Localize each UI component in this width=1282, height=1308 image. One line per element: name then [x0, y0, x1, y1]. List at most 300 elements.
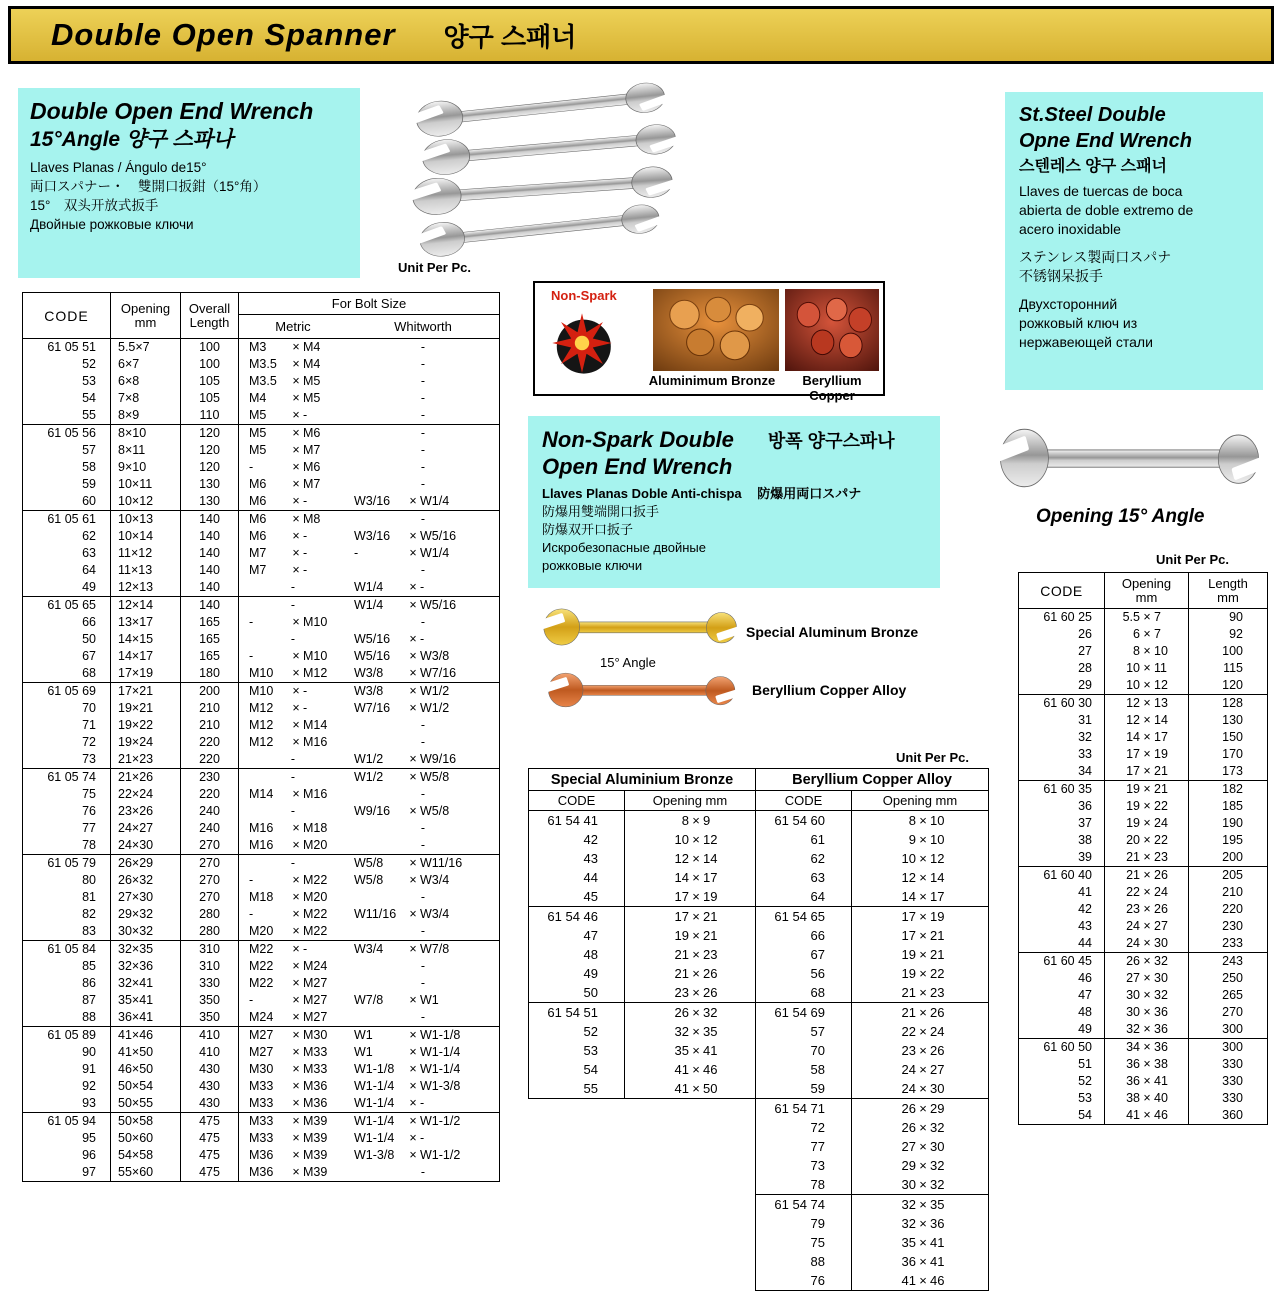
- col-header-opening: [111, 293, 181, 338]
- whitworth-cell: W7/8 × W1: [354, 993, 439, 1007]
- table-group: [23, 683, 499, 769]
- table-row: [1019, 626, 1267, 643]
- whitworth-cell: W1-1/4 × W1-1/2: [354, 1114, 461, 1128]
- table-row: [1019, 781, 1267, 798]
- code-cell: 61 05 61: [23, 511, 111, 528]
- metric-cell: M14 × M16: [249, 787, 328, 801]
- col-header-code: [1019, 573, 1105, 608]
- table-row: [529, 887, 755, 906]
- opening-cell: 10×11: [111, 476, 181, 493]
- code-cell: 51: [1019, 1056, 1105, 1073]
- opening-cell: 24×27: [111, 820, 181, 837]
- opening-cell: 5.5 × 7: [1105, 609, 1189, 626]
- bolt-size-subheader: [239, 315, 499, 338]
- metric-cell: -: [290, 856, 296, 870]
- left-box-line-cn: 15° 双头开放式扳手: [30, 198, 159, 213]
- opening-cell: 32 × 36: [1105, 1021, 1189, 1038]
- length-cell: 220: [181, 786, 239, 803]
- right-box-line-cn: 不锈钢呆扳手: [1019, 268, 1103, 284]
- opening-cell: 12 × 14: [674, 851, 718, 866]
- opening-cell: 12 × 13: [1105, 695, 1189, 712]
- table-row: [529, 1003, 755, 1022]
- length-cell: 185: [1222, 799, 1243, 813]
- table-row: [1019, 1021, 1267, 1038]
- code-cell: 71: [23, 717, 111, 734]
- opening-cell: 17 × 21: [1105, 763, 1189, 780]
- non-spark-photo-box: [533, 281, 885, 403]
- table-group: [529, 907, 755, 1003]
- beryllium-copper-table: [755, 768, 989, 1291]
- code-cell: 61 05 79: [23, 855, 111, 872]
- unit-per-pc-label: Unit Per Pc.: [896, 750, 969, 765]
- length-cell: 92: [1229, 627, 1243, 641]
- whitworth-cell: -: [420, 477, 426, 491]
- code-cell: 66: [23, 614, 111, 631]
- table-row: [529, 907, 755, 926]
- nonspark-title-1: Non-Spark Double: [542, 427, 734, 452]
- code-cell: 61 60 40: [1019, 867, 1105, 884]
- code-cell: 82: [23, 906, 111, 923]
- metric-cell: M24 × M27: [249, 1010, 328, 1024]
- table-row: [1019, 867, 1267, 884]
- opening-cell: 14×17: [111, 648, 181, 665]
- aluminium-bronze-table-body: [529, 811, 755, 1098]
- opening-cell: 19 × 21: [674, 928, 718, 943]
- code-cell: 70: [23, 700, 111, 717]
- code-cell: 33: [1019, 746, 1105, 763]
- length-cell: 165: [181, 631, 239, 648]
- length-cell: 210: [1222, 885, 1243, 899]
- nonspark-line-jp: 防爆用両口スパナ: [757, 486, 862, 501]
- non-spark-label: Non-Spark: [551, 288, 617, 303]
- code-cell: 61 54 46: [529, 907, 625, 926]
- col-header-whitworth: Whitworth: [394, 319, 452, 334]
- whitworth-cell: W5/16 × -: [354, 632, 425, 646]
- opening-cell: 41 × 50: [674, 1081, 718, 1096]
- table-row: [756, 1099, 988, 1118]
- beryllium-copper-alloy-label: Beryllium Copper Alloy: [752, 682, 907, 698]
- code-cell: 46: [1019, 970, 1105, 987]
- opening-cell: 22 × 24: [901, 1024, 945, 1039]
- code-cell: 61 60 45: [1019, 953, 1105, 970]
- table-row: [1019, 1107, 1267, 1124]
- page-title-korean: 양구 스패너: [443, 21, 577, 52]
- opening-cell: 10×13: [111, 511, 181, 528]
- length-cell: 100: [181, 339, 239, 356]
- table-row: [756, 983, 988, 1002]
- whitworth-cell: -: [420, 959, 426, 973]
- table-row: [23, 855, 499, 872]
- code-cell: 50: [529, 983, 625, 1002]
- code-cell: 57: [23, 442, 111, 459]
- metric-cell: -: [290, 770, 296, 784]
- table-group: [23, 1113, 499, 1181]
- opening-cell: 35 × 41: [901, 1235, 945, 1250]
- table-row: [756, 964, 988, 983]
- table-row: [23, 631, 499, 648]
- opening-cell: 46×50: [111, 1061, 181, 1078]
- code-cell: 67: [23, 648, 111, 665]
- table-row: [1019, 763, 1267, 780]
- opening-cell: 26 × 32: [901, 1120, 945, 1135]
- opening-cell: 8×11: [111, 442, 181, 459]
- opening-cell: 8 × 10: [908, 813, 945, 828]
- code-cell: 31: [1019, 712, 1105, 729]
- table-row: [23, 1095, 499, 1112]
- beryllium-copper-photo: [785, 289, 879, 371]
- opening-cell: 50×58: [111, 1113, 181, 1130]
- table-row: [1019, 849, 1267, 866]
- opening-cell: 17 × 19: [901, 909, 945, 924]
- length-cell: 360: [1222, 1108, 1243, 1122]
- length-cell: 140: [181, 545, 239, 562]
- code-cell: 38: [1019, 832, 1105, 849]
- whitworth-cell: W1-1/8 × W1-1/4: [354, 1062, 461, 1076]
- length-cell: 410: [181, 1044, 239, 1061]
- whitworth-cell: W3/4 × W7/8: [354, 942, 450, 956]
- stainless-table: [1018, 572, 1268, 1125]
- code-cell: 68: [23, 665, 111, 682]
- right-box-line-es1: Llaves de tuercas de boca: [1019, 183, 1183, 199]
- metric-cell: - × M10: [249, 649, 328, 663]
- table-row: [756, 907, 988, 926]
- length-cell: 475: [181, 1130, 239, 1147]
- opening-cell: 21×23: [111, 751, 181, 768]
- opening-cell: 21 × 23: [674, 947, 718, 962]
- length-cell: 128: [1222, 696, 1243, 710]
- table-row: [23, 769, 499, 786]
- length-cell: 105: [181, 373, 239, 390]
- left-box-line-jp: 両口スパナー・ 雙開口扳鉗（15°角）: [30, 179, 267, 194]
- code-cell: 77: [756, 1137, 852, 1156]
- code-cell: 39: [1019, 849, 1105, 866]
- left-box-subtitle: 15°Angle 양구 스파나: [30, 128, 234, 151]
- code-cell: 88: [23, 1009, 111, 1026]
- length-cell: 280: [181, 923, 239, 940]
- table-row: [529, 1060, 755, 1079]
- table-row: [529, 868, 755, 887]
- whitworth-cell: -: [420, 787, 426, 801]
- opening-cell: 32 × 36: [901, 1216, 945, 1231]
- length-cell: 220: [181, 734, 239, 751]
- whitworth-cell: -: [420, 838, 426, 852]
- opening-cell: 27 × 30: [901, 1139, 945, 1154]
- metric-cell: M4 × M5: [249, 391, 321, 405]
- metric-cell: M27 × M30: [249, 1028, 328, 1042]
- right-box-title-2: Opne End Wrench: [1019, 130, 1192, 152]
- opening-cell: 17 × 19: [1105, 746, 1189, 763]
- whitworth-cell: -: [420, 408, 426, 422]
- metric-cell: M36 × M39: [249, 1148, 328, 1162]
- non-spark-icon: [543, 307, 621, 379]
- opening-cell: 22×24: [111, 786, 181, 803]
- whitworth-cell: W1/4 × W5/16: [354, 598, 457, 612]
- opening-cell: 32×35: [111, 941, 181, 958]
- code-cell: 78: [23, 837, 111, 854]
- whitworth-cell: -: [420, 976, 426, 990]
- aluminium-bronze-photo: [653, 289, 779, 371]
- code-cell: 62: [23, 528, 111, 545]
- whitworth-cell: -: [420, 615, 426, 629]
- metric-cell: M5 × -: [249, 408, 308, 422]
- table-row: [1019, 798, 1267, 815]
- whitworth-cell: W1/2 × W5/8: [354, 770, 450, 784]
- metric-cell: - × M10: [249, 615, 328, 629]
- table-row: [23, 614, 499, 631]
- code-cell: 43: [529, 849, 625, 868]
- whitworth-cell: W9/16 × W5/8: [354, 804, 450, 818]
- code-cell: 76: [756, 1271, 852, 1290]
- opening-cell: 26 × 29: [901, 1101, 945, 1116]
- opening-cell: 8×10: [111, 425, 181, 442]
- whitworth-cell: -: [420, 340, 426, 354]
- opening-cell: 17 × 21: [901, 928, 945, 943]
- code-header-text: CODE: [44, 307, 89, 324]
- code-cell: 59: [23, 476, 111, 493]
- table-row: [529, 964, 755, 983]
- whitworth-cell: W3/16 × W5/16: [354, 529, 457, 543]
- code-cell: 49: [1019, 1021, 1105, 1038]
- length-cell: 475: [181, 1164, 239, 1181]
- table-row: [529, 830, 755, 849]
- table-group: [23, 941, 499, 1027]
- table-group: [23, 855, 499, 941]
- col-header-bolt-size: [239, 293, 499, 338]
- col-header-length: [1189, 573, 1267, 608]
- beryllium-copper-table-title: Beryllium Copper Alloy: [756, 769, 988, 791]
- right-box-line-es3: acero inoxidable: [1019, 221, 1121, 237]
- whitworth-cell: W1 × W1-1/8: [354, 1028, 461, 1042]
- opening-cell: 35 × 41: [674, 1043, 718, 1058]
- table-row: [23, 425, 499, 442]
- code-cell: 63: [23, 545, 111, 562]
- metric-cell: - × M22: [249, 873, 328, 887]
- table-row: [1019, 746, 1267, 763]
- code-cell: 50: [23, 631, 111, 648]
- code-cell: 61 05 65: [23, 597, 111, 614]
- length-cell: 210: [181, 700, 239, 717]
- code-cell: 43: [1019, 918, 1105, 935]
- code-cell: 73: [756, 1156, 852, 1175]
- length-cell: 140: [181, 579, 239, 596]
- length-cell: 140: [181, 528, 239, 545]
- metric-cell: M12 × M14: [249, 718, 328, 732]
- opening-unit-text: mm: [1135, 589, 1158, 605]
- unit-per-pc-label: Unit Per Pc.: [398, 260, 471, 275]
- length-cell: 330: [181, 975, 239, 992]
- code-cell: 61 54 41: [529, 811, 625, 830]
- length-cell: 330: [1222, 1091, 1243, 1105]
- code-cell: 61 05 84: [23, 941, 111, 958]
- opening-cell: 23×26: [111, 803, 181, 820]
- length-cell: 120: [181, 425, 239, 442]
- table-row: [1019, 918, 1267, 935]
- table-row: [23, 528, 499, 545]
- code-cell: 73: [23, 751, 111, 768]
- table-row: [1019, 987, 1267, 1004]
- nonspark-line-ru1: Искробезопасные двойные: [542, 540, 707, 555]
- code-cell: 79: [756, 1214, 852, 1233]
- opening-cell: 10×14: [111, 528, 181, 545]
- table-group: [1019, 953, 1267, 1039]
- code-cell: 58: [756, 1060, 852, 1079]
- col-header-code: CODE: [529, 791, 625, 810]
- code-cell: 49: [23, 579, 111, 596]
- right-box-line-ru2: рожковый ключ из: [1019, 315, 1138, 331]
- table-row: [23, 992, 499, 1009]
- code-cell: 54: [1019, 1107, 1105, 1124]
- length-cell: 280: [181, 906, 239, 923]
- code-cell: 91: [23, 1061, 111, 1078]
- table-row: [1019, 953, 1267, 970]
- left-box-title: Double Open End Wrench: [30, 98, 314, 124]
- metric-cell: M36 × M39: [249, 1165, 328, 1179]
- code-cell: 64: [23, 562, 111, 579]
- length-cell: 200: [181, 683, 239, 700]
- code-cell: 48: [1019, 1004, 1105, 1021]
- opening-cell: 6×8: [111, 373, 181, 390]
- code-cell: 61 60 25: [1019, 609, 1105, 626]
- table-row: [756, 1214, 988, 1233]
- table-row: [23, 493, 499, 510]
- table-row: [756, 1079, 988, 1098]
- code-cell: 53: [1019, 1090, 1105, 1107]
- code-cell: 27: [1019, 643, 1105, 660]
- code-cell: 61 54 65: [756, 907, 852, 926]
- code-cell: 70: [756, 1041, 852, 1060]
- opening-cell: 11×12: [111, 545, 181, 562]
- table-row: [756, 1041, 988, 1060]
- whitworth-cell: -: [420, 512, 426, 526]
- length-cell: 243: [1222, 954, 1243, 968]
- code-cell: 80: [23, 872, 111, 889]
- code-cell: 72: [756, 1118, 852, 1137]
- metric-cell: M33 × M39: [249, 1114, 328, 1128]
- metric-cell: M12 × -: [249, 701, 308, 715]
- length-cell: 205: [1222, 868, 1243, 882]
- code-cell: 52: [529, 1022, 625, 1041]
- whitworth-cell: -: [420, 374, 426, 388]
- opening-cell: 30 × 36: [1105, 1004, 1189, 1021]
- code-cell: 76: [23, 803, 111, 820]
- opening-cell: 12×13: [111, 579, 181, 596]
- opening-cell: 41×46: [111, 1027, 181, 1044]
- metric-cell: M6 × M7: [249, 477, 321, 491]
- opening-cell: 54×58: [111, 1147, 181, 1164]
- whitworth-cell: -: [420, 357, 426, 371]
- opening-cell: 12 × 14: [1105, 712, 1189, 729]
- whitworth-cell: W5/8 × W11/16: [354, 856, 463, 870]
- table-group: [23, 339, 499, 425]
- table-row: [23, 923, 499, 940]
- opening-cell: 32×41: [111, 975, 181, 992]
- whitworth-cell: -: [420, 924, 426, 938]
- table-row: [1019, 832, 1267, 849]
- opening-cell: 6 × 7: [1105, 626, 1189, 643]
- table-row: [23, 476, 499, 493]
- table-row: [529, 926, 755, 945]
- table-row: [23, 1130, 499, 1147]
- opening-cell: 9 × 10: [908, 832, 945, 847]
- steel-spanner-image: [986, 412, 1274, 504]
- opening-cell: 14 × 17: [1105, 729, 1189, 746]
- whitworth-cell: -: [420, 426, 426, 440]
- metric-cell: M22 × -: [249, 942, 308, 956]
- metric-cell: M5 × M6: [249, 426, 321, 440]
- opening-cell: 27 × 30: [1105, 970, 1189, 987]
- main-table-header: [23, 293, 499, 339]
- code-cell: 54: [23, 390, 111, 407]
- metric-cell: -: [290, 632, 296, 646]
- col-header-opening: Opening mm: [652, 793, 728, 808]
- length-cell: 140: [181, 511, 239, 528]
- whitworth-cell: -: [420, 735, 426, 749]
- opening-cell: 36×41: [111, 1009, 181, 1026]
- metric-cell: M22 × M24: [249, 959, 328, 973]
- table-row: [23, 803, 499, 820]
- opening-cell: 36 × 38: [1105, 1056, 1189, 1073]
- table-row: [23, 597, 499, 614]
- code-cell: 42: [1019, 901, 1105, 918]
- metric-cell: M10 × -: [249, 684, 308, 698]
- beryllium-copper-caption: Beryllium Copper: [802, 373, 862, 403]
- opening-cell: 12×14: [111, 597, 181, 614]
- length-cell: 90: [1229, 610, 1243, 624]
- table-group: [23, 511, 499, 597]
- metric-cell: M6 × -: [249, 529, 308, 543]
- stainless-table-header: [1019, 573, 1267, 609]
- table-row: [23, 648, 499, 665]
- length-cell: 230: [181, 769, 239, 786]
- length-cell: 250: [1222, 971, 1243, 985]
- table-row: [756, 830, 988, 849]
- table-group: [1019, 867, 1267, 953]
- length-cell: 120: [181, 459, 239, 476]
- code-cell: 47: [1019, 987, 1105, 1004]
- table-row: [1019, 1090, 1267, 1107]
- col-header-overall-length: [181, 293, 239, 338]
- table-group: [756, 1099, 988, 1195]
- code-cell: 34: [1019, 763, 1105, 780]
- code-cell: 96: [23, 1147, 111, 1164]
- metric-cell: M10 × M12: [249, 666, 328, 680]
- table-group: [756, 907, 988, 1003]
- opening-cell: 19 × 21: [1105, 781, 1189, 798]
- opening-cell: 34 × 36: [1105, 1039, 1189, 1056]
- table-row: [23, 562, 499, 579]
- opening-cell: 5.5×7: [111, 339, 181, 356]
- length-cell: 300: [1222, 1022, 1243, 1036]
- opening-cell: 41×50: [111, 1044, 181, 1061]
- metric-cell: M20 × M22: [249, 924, 328, 938]
- opening-cell: 21×26: [111, 769, 181, 786]
- stainless-table-body: [1019, 609, 1267, 1124]
- opening-cell: 13×17: [111, 614, 181, 631]
- table-row: [23, 1164, 499, 1181]
- length-cell: 120: [181, 442, 239, 459]
- code-cell: 62: [756, 849, 852, 868]
- length-cell: 100: [181, 356, 239, 373]
- col-header-metric: Metric: [275, 319, 311, 334]
- table-group: [529, 811, 755, 907]
- opening-cell: 32 × 35: [901, 1197, 945, 1212]
- opening-cell: 19 × 22: [901, 966, 945, 981]
- opening-cell: 11×13: [111, 562, 181, 579]
- code-cell: 37: [1019, 815, 1105, 832]
- opening-cell: 17×21: [111, 683, 181, 700]
- opening-cell: 8 × 9: [681, 813, 711, 828]
- whitworth-cell: -: [420, 1165, 426, 1179]
